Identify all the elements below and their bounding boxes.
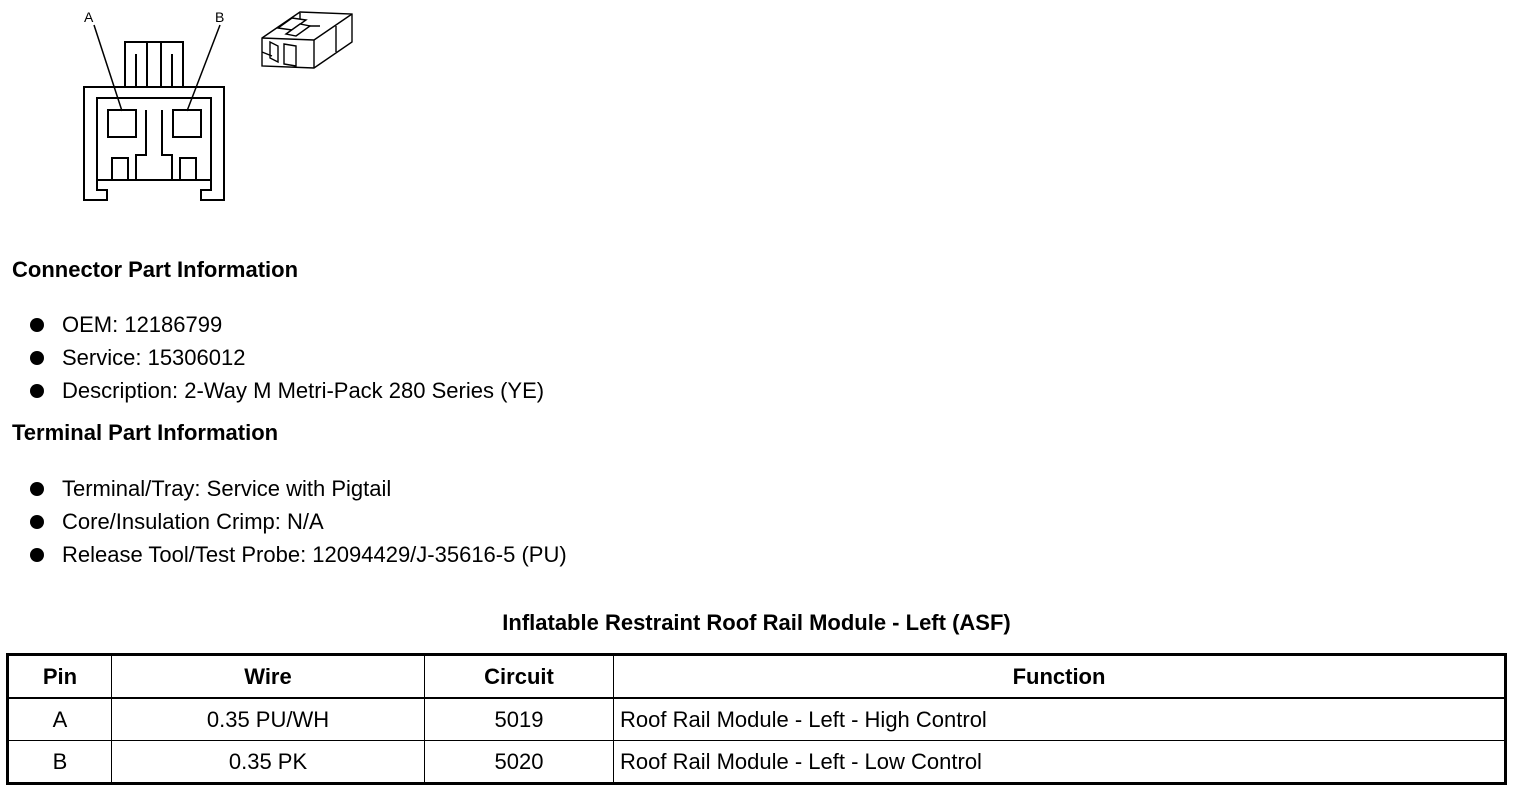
connector-diagram — [0, 0, 380, 215]
cell-pin: B — [8, 741, 112, 784]
table-title: Inflatable Restraint Roof Rail Module - Left (ASF) — [502, 610, 1011, 635]
list-item-text: Core/Insulation Crimp: N/A — [62, 509, 324, 534]
pin-b-label: B — [215, 9, 225, 25]
list-item-text: Description: 2-Way M Metri-Pack 280 Series (YE) — [62, 378, 545, 403]
cell-wire: 0.35 PK — [112, 741, 425, 784]
list-item-text: Terminal/Tray: Service with Pigtail — [62, 476, 392, 501]
list-item-text: Release Tool/Test Probe: 12094429/J-35616-5 (PU) — [62, 542, 567, 567]
terminal-info-tray — [28, 475, 567, 508]
cell-function: Roof Rail Module - Left - High Control — [614, 698, 1506, 741]
list-item-text: OEM: 12186799 — [62, 312, 223, 337]
connector-isometric-icon — [262, 12, 352, 68]
column-header-circuit: Circuit — [425, 655, 614, 699]
bullet-icon — [30, 351, 44, 365]
terminal-info-list — [28, 475, 567, 574]
cell-function: Roof Rail Module - Left - Low Control — [614, 741, 1506, 784]
connector-info-heading: Connector Part Information — [12, 257, 299, 282]
cell-wire: 0.35 PU/WH — [112, 698, 425, 741]
bullet-icon — [30, 482, 44, 496]
list-item-text: Service: 15306012 — [62, 345, 246, 370]
cell-circuit: 5019 — [425, 698, 614, 741]
table-header-row — [8, 655, 1506, 699]
terminal-info-release-tool — [28, 541, 567, 574]
connector-info-description — [28, 377, 544, 410]
terminal-info-heading: Terminal Part Information — [12, 420, 279, 445]
cell-circuit: 5020 — [425, 741, 614, 784]
column-header-function: Function — [614, 655, 1506, 699]
terminal-info-crimp — [28, 508, 567, 541]
connector-info-list — [28, 311, 544, 410]
pinout-table — [6, 653, 1507, 785]
bullet-icon — [30, 318, 44, 332]
bullet-icon — [30, 548, 44, 562]
connector-info-service — [28, 344, 544, 377]
column-header-pin: Pin — [8, 655, 112, 699]
connector-info-oem — [28, 311, 544, 344]
cell-pin: A — [8, 698, 112, 741]
table-row — [8, 698, 1506, 741]
bullet-icon — [30, 384, 44, 398]
connector-face-view — [84, 25, 224, 200]
table-row — [8, 741, 1506, 784]
bullet-icon — [30, 515, 44, 529]
column-header-wire: Wire — [112, 655, 425, 699]
pin-a-label: A — [84, 9, 94, 25]
